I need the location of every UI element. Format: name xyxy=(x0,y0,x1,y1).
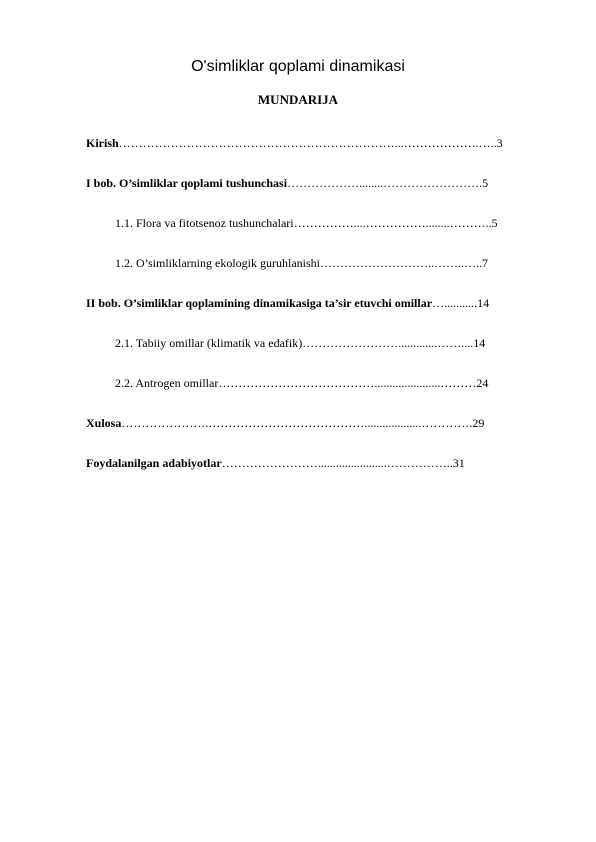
toc-entry-chapter-1 xyxy=(86,176,556,190)
toc-leader-dots: ……………....……………........……….. xyxy=(293,216,492,230)
toc-leader-dots: ………………........……………………. xyxy=(287,176,483,190)
toc-entry-kirish xyxy=(86,136,556,150)
toc-heading: MUNDARIJA xyxy=(257,92,339,107)
toc-leader-dots: …........... xyxy=(432,296,478,310)
toc-entry-section-1-2 xyxy=(115,256,560,270)
toc-page-number: 29 xyxy=(472,416,485,430)
toc-entry-section-2-1 xyxy=(115,336,560,350)
toc-entry-label: Xulosa xyxy=(86,416,122,430)
toc-leader-dots: …………………….............…….... xyxy=(302,336,474,350)
toc-entry-xulosa xyxy=(86,416,556,430)
toc-page-number: 24 xyxy=(476,376,489,390)
toc-entry-label: 2.1. Tabiiy omillar (klimatik va edafik) xyxy=(115,336,303,350)
toc-entry-label: Foydalanilgan adabiyotlar xyxy=(86,456,222,470)
toc-page-number: 3 xyxy=(496,136,503,150)
toc-entry-label: Kirish xyxy=(86,136,119,150)
toc-leader-dots: ……………………………………………………………...……………….….. xyxy=(118,136,497,150)
toc-entry-references xyxy=(86,456,556,470)
toc-entry-chapter-2 xyxy=(86,296,560,310)
toc-page-number: 7 xyxy=(481,256,488,270)
toc-entry-section-1-1 xyxy=(115,216,560,230)
toc-entry-label: 1.1. Flora va fitotsenoz tushunchalari xyxy=(115,216,294,230)
toc-entry-label: II bob. O’simliklar qoplamining dinamikasiga ta’sir etuvchi omillar xyxy=(86,296,433,310)
toc-leader-dots: …………………………………......................……… xyxy=(218,376,477,390)
toc-entry-label: 1.2. O’simliklarning ekologik guruhlanishi xyxy=(115,256,320,270)
toc-page-number: 5 xyxy=(491,216,498,230)
toc-entry-label: 2.2. Antrogen omillar xyxy=(115,376,219,390)
toc-entry-label: I bob. O’simliklar qoplami tushunchasi xyxy=(86,176,288,190)
toc-leader-dots: ………………….…………………………………...................…………. xyxy=(121,416,473,430)
document-title: O'simliklar qoplami dinamikasi xyxy=(191,58,405,75)
toc-leader-dots: ………………………..……..….. xyxy=(319,256,482,270)
toc-page-number: 14 xyxy=(477,296,490,310)
toc-entry-section-2-2 xyxy=(115,376,560,390)
toc-page-number: 31 xyxy=(452,456,465,470)
toc-page-number: 5 xyxy=(482,176,489,190)
toc-page-number: 14 xyxy=(473,336,486,350)
toc-leader-dots: …………………….......................…………….. xyxy=(221,456,453,470)
